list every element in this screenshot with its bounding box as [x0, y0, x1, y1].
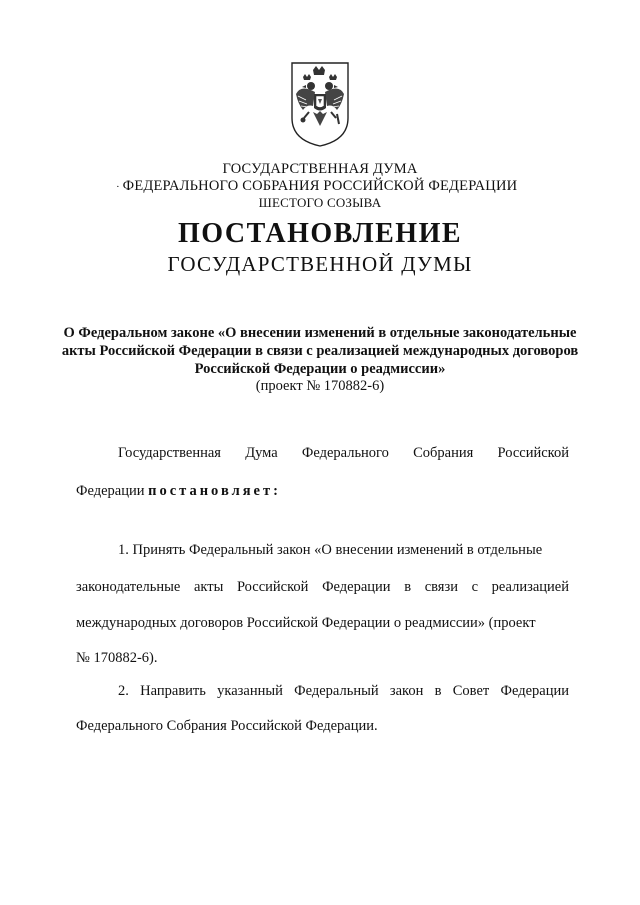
word: Федерации — [500, 683, 569, 699]
preamble-line-1 — [118, 445, 569, 462]
issuer-line-3: ШЕСТОГО СОЗЫВА — [258, 195, 382, 210]
word: с — [471, 579, 479, 595]
project-number: (проект № 170882-6) — [255, 378, 385, 394]
preamble-text: Федерации — [76, 483, 149, 499]
word: Российской — [497, 445, 569, 461]
word: связи — [424, 579, 458, 595]
word: реализацией — [491, 579, 569, 595]
item-1-line-4: № 170882-6). — [76, 650, 158, 666]
word: указанный — [217, 683, 283, 699]
word: Совет — [452, 683, 490, 699]
word: закон — [389, 683, 424, 699]
item-2-line-1 — [118, 683, 569, 700]
coat-of-arms-emblem — [289, 60, 351, 148]
word: Федерального — [301, 445, 389, 461]
item-1-line-2 — [76, 579, 569, 596]
word: законодательные — [76, 579, 181, 595]
word: в — [434, 683, 442, 699]
margin-dot: · — [116, 181, 120, 193]
item-1-line-3: международных договоров Российской Федерации о реадмиссии» (проект — [76, 615, 536, 631]
word: Федерации — [322, 579, 391, 595]
document-subtitle: ГОСУДАРСТВЕННОЙ ДУМЫ — [167, 252, 473, 276]
word: Государственная — [118, 445, 221, 461]
word: 2. — [118, 683, 129, 699]
preamble-line-2 — [76, 483, 569, 500]
word: Дума — [245, 445, 278, 461]
word: акты — [193, 579, 224, 595]
document-title: ПОСТАНОВЛЕНИЕ — [177, 218, 463, 249]
word: Российской — [236, 579, 309, 595]
item-2-line-2: Федерального Собрания Российской Федерации. — [76, 718, 378, 734]
issuer-line-2: ФЕДЕРАЛЬНОГО СОБРАНИЯ РОССИЙСКОЙ ФЕДЕРАЦИИ — [122, 178, 518, 194]
item-1-line-1: 1. Принять Федеральный закон «О внесении изменений в отдельные — [118, 542, 543, 558]
issuer-line-1: ГОСУДАРСТВЕННАЯ ДУМА — [222, 161, 418, 177]
word: Федеральный — [294, 683, 379, 699]
word: в — [404, 579, 412, 595]
resolution-subject: О Федеральном законе «О внесении изменений в отдельные законодательные акты Российской Федерации в связи с реализацией международных договоров Российской Федерации о реадмиссии» — [61, 325, 579, 377]
word: Направить — [140, 683, 206, 699]
decree-verb: постановляет: — [148, 483, 281, 499]
word: Собрания — [413, 445, 474, 461]
